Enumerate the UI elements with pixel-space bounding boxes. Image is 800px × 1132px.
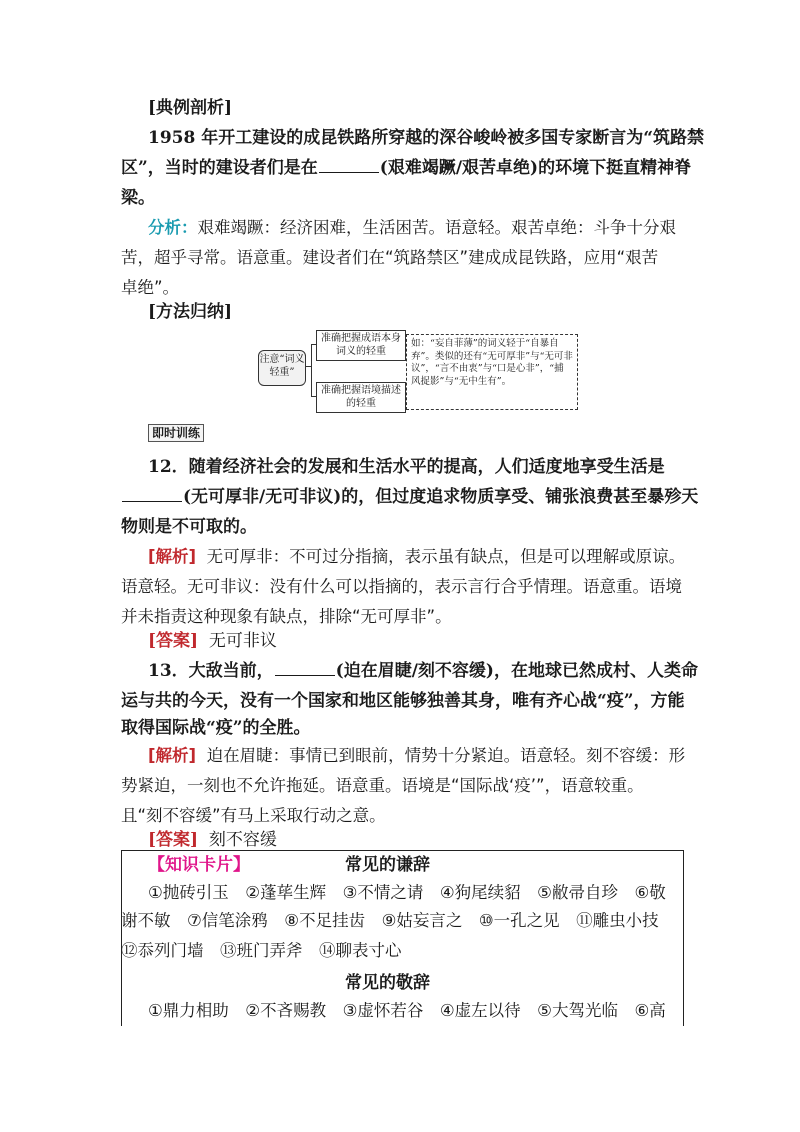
method-diagram xyxy=(258,330,578,415)
card-title-humble: 常见的谦辞 xyxy=(345,855,430,875)
question-12-text: 物则是不可取的。 xyxy=(121,517,257,537)
analysis-label: [解析] xyxy=(148,547,197,566)
analysis-paragraph: [解析] 无可厚非：不可过分指摘，表示虽有缺点，但是可以理解或原谅。 xyxy=(148,547,686,566)
answer-label: [答案] xyxy=(148,830,199,850)
card-text: ①鼎力相助 ②不吝赐教 ③虚怀若谷 ④虚左以待 ⑤大驾光临 ⑥高 xyxy=(148,1001,666,1020)
answer-label: [答案] xyxy=(148,631,199,651)
analysis-text: 并未指责这种现象有缺点，排除“无可厚非”。 xyxy=(121,607,452,626)
diagram-root-node: 注意“词义轻重” xyxy=(258,350,306,386)
fill-blank xyxy=(275,659,335,676)
analysis-text: 势紧迫，一刻也不允许拖延。语意重。语境是“国际战‘疫’”，语意较重。 xyxy=(121,776,644,795)
analysis-text: 语意轻。无可非议：没有什么可以指摘的，表示言行合乎情理。语意重。语境 xyxy=(121,577,682,596)
diagram-connector xyxy=(311,344,312,396)
analysis-text: 且“刻不容缓”有马上采取行动之意。 xyxy=(121,806,386,825)
analysis-text: 苦，超乎寻常。语意重。建设者们在“筑路禁区”建成成昆铁路，应用“艰苦 xyxy=(121,248,659,267)
card-text: 谢不敏 ⑦信笔涂鸦 ⑧不足挂齿 ⑨姑妄言之 ⑩一孔之见 ⑪雕虫小技 xyxy=(121,911,659,930)
card-text: ①抛砖引玉 ②蓬荜生辉 ③不情之请 ④狗尾续貂 ⑤敝帚自珍 ⑥敬 xyxy=(148,883,666,902)
question-13-text: 取得国际战“疫”的全胜。 xyxy=(121,718,311,738)
question-text: 1958 年开工建设的成昆铁路所穿越的深谷峻岭被多国专家断言为“筑路禁 xyxy=(148,128,705,148)
card-text: ⑫忝列门墙 ⑬班门弄斧 ⑭聊表寸心 xyxy=(121,941,402,960)
analysis-label: 分析： xyxy=(148,218,198,237)
fill-blank xyxy=(122,485,182,502)
card-title-respect: 常见的敬辞 xyxy=(345,973,430,993)
question-13-text: 运与共的今天，没有一个国家和地区能够独善其身，唯有齐心战“疫”，方能 xyxy=(121,691,685,711)
question-text: 梁。 xyxy=(121,188,155,208)
section-heading-method: [方法归纳] xyxy=(148,302,233,322)
card-header xyxy=(148,853,250,877)
answer-line xyxy=(148,828,277,852)
question-13-text: 13．大敌当前， (迫在眉睫/刻不容缓)，在地球已然成村、人类命 xyxy=(148,661,698,681)
answer-text: 无可非议 xyxy=(208,631,277,651)
question-12-text: 12．随着经济社会的发展和生活水平的提高，人们适度地享受生活是 xyxy=(148,457,665,477)
card-label: 【知识卡片】 xyxy=(148,855,250,875)
answer-line xyxy=(148,629,277,653)
section-heading-example: [典例剖析] xyxy=(148,98,233,118)
analysis-paragraph: 分析：艰难竭蹶：经济困难，生活困苦。语意轻。艰苦卓绝：斗争十分艰 xyxy=(148,218,676,237)
analysis-label: [解析] xyxy=(148,746,197,765)
question-text: 区”，当时的建设者们是在 (艰难竭蹶/艰苦卓绝)的环境下挺直精神脊 xyxy=(121,158,692,178)
analysis-paragraph: [解析] 迫在眉睫：事情已到眼前，情势十分紧迫。语意轻。刻不容缓：形 xyxy=(148,746,686,765)
fill-blank xyxy=(319,156,379,173)
diagram-branch-node: 准确把握语境描述的轻重 xyxy=(316,382,406,413)
training-tag: 即时训练 xyxy=(148,424,204,442)
question-12-text: (无可厚非/无可非议)的，但过度追求物质享受、铺张浪费甚至暴殄天 xyxy=(121,485,698,509)
diagram-example-box: 如：“妄自菲薄”的词义轻于“自暴自弃”。类似的还有“无可厚非”与“无可非议”，“言不由衷”与“口是心非”，“捕风捉影”与“无中生有”。 xyxy=(406,334,578,410)
analysis-text: 卓绝”。 xyxy=(121,278,180,297)
answer-text: 刻不容缓 xyxy=(208,830,277,850)
diagram-branch-node: 准确把握成语本身词义的轻重 xyxy=(316,330,406,361)
